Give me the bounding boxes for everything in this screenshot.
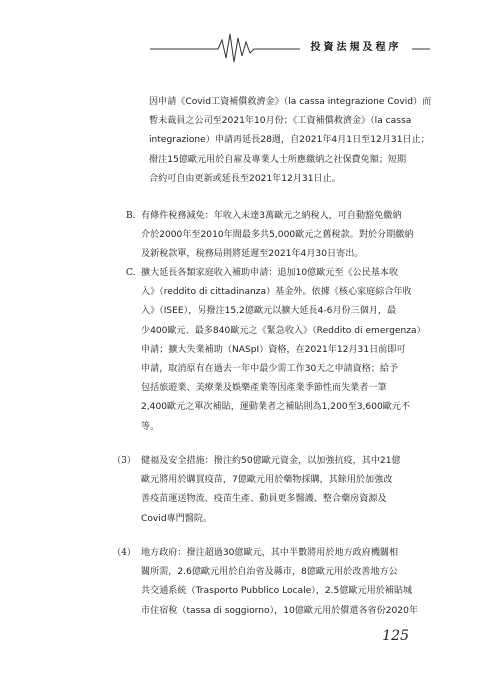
item-c-marker: C. — [126, 268, 136, 278]
para-intro-line: 因申請《Covid工資補償救濟金》（la cassa integrazione Covid）而 — [149, 97, 432, 107]
item-c-line: 入》（reddito di cittadinanza）基金外。依據《核心家庭綜合年收 — [141, 287, 412, 298]
item-c-line: 入》（ISEE），另撥注15.2億歐元以擴大延長4-6月份三個月，最 — [141, 306, 397, 317]
para-intro-line: 撥注15億歐元用於自雇及專業人士所應繳納之社保費免額；短期 — [149, 154, 407, 165]
item-c-line: 擴大延長各類家庭收入補助申請：追加10億歐元至《公民基本收 — [141, 268, 399, 278]
item-c-line: 2,400歐元之單次補貼，運動業者之補貼則為1,200至3,600歐元不 — [141, 402, 411, 413]
page-number: 125 — [382, 628, 409, 644]
item-b-line: 有條件稅務減免：年收入未達3萬歐元之納稅人，可自動豁免繳納 — [141, 211, 402, 221]
item-4-marker: （4） — [112, 548, 136, 558]
item-3-line: 健福及安全措施：撥注約50億歐元資金，以加強抗疫，其中21億 — [141, 456, 401, 466]
item-c-line: 申請；擴大失業補助（NASpI）資格，在2021年12月31日前即可 — [141, 344, 406, 355]
item-b-line: 及新稅款單，稅務局則將延遲至2021年4月30日寄出。 — [141, 249, 364, 260]
para-intro-line: 暫未裁員之公司至2021年10月份；《工資補償救濟金》（la cassa — [149, 116, 412, 127]
item-3-line: 善疫苗運送物流、疫苗生產、動員更多醫護、整合藥房資源及 — [141, 494, 387, 505]
item-4-line: 共交通系統（Trasporto Pubblico Locale），2.5億歐元用於補貼城 — [141, 586, 413, 597]
item-4-line: 市住宿稅（tassa di soggiorno），10億歐元用於償還各省份2020年 — [141, 605, 418, 616]
item-3-line: Covid專門醫院。 — [141, 513, 213, 524]
item-b-line: 介於2000年至2010年間最多共5,000歐元之舊稅款。對於分期繳納 — [141, 230, 414, 241]
running-header — [0, 28, 480, 68]
item-b-marker: B. — [126, 211, 136, 221]
item-c-line: 申請，取消原有在過去一年中最少需工作30天之申請資格；給予 — [141, 364, 399, 374]
item-4-line: 地方政府：撥注超過30億歐元，其中半數將用於地方政府機關相 — [141, 548, 399, 558]
item-3-marker: （3） — [112, 456, 136, 466]
item-3-line: 歐元將用於購買疫苗，7億歐元用於藥物採購，其餘用於加強改 — [141, 475, 393, 486]
para-intro-line: 合約可自由更新或延長至2021年12月31日止。 — [149, 173, 341, 184]
item-c-line: 等。 — [141, 421, 160, 432]
para-intro-line: integrazione）申請再延長28週，自2021年4月1日至12月31日止； — [149, 135, 430, 146]
item-c-line: 少400歐元、最多840歐元之《緊急收入》（Reddito di emergenza） — [141, 325, 426, 336]
header-title: 投資法規及程序 — [310, 42, 402, 53]
item-4-line: 關所需，2.6億歐元用於自治省及縣市，8億歐元用於改善地方公 — [141, 567, 398, 578]
item-c-line: 包括旅遊業、美療業及娛樂產業等因產業季節性而失業者一筆 — [141, 383, 387, 394]
